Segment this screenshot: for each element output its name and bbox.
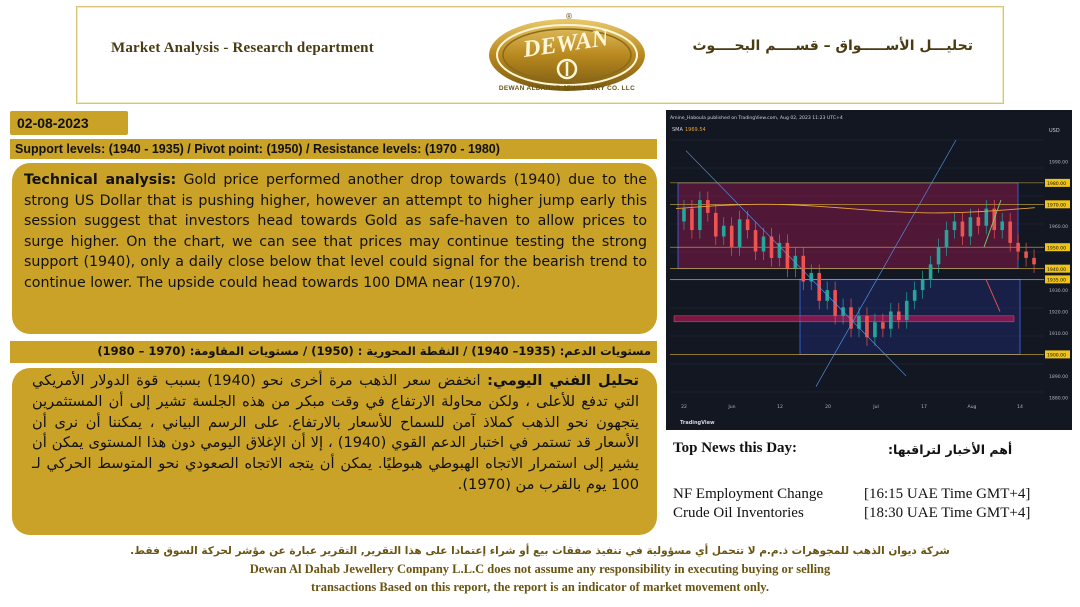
candle-body (698, 200, 702, 230)
candle-body (802, 256, 806, 282)
candle-body (1032, 258, 1036, 264)
candle-body (953, 221, 957, 230)
tech-body-ar: انخفض سعر الذهب مرة أخرى نحو (1940) بسبب قوة الدولار الأمريكي التي تدفع للأعلى ، ولكن محاولة الارتفاع في وقت مبكر من هذه الجلسة تشير إلى أن المستثمرين يتجهون نحو الذهب كملاذ آمن للسماح للأسعار بالارتفاع. على الرسم البياني ، يمكننا أن نرى أن الأسعار قد تستمر في اختبار الدعم القوي (1940) ، إلا أن الإغلاق اليومي دون هذا المستوى يمكن أن يشير إلى استمرار الاتجاه الهبوطي هبوطيًا. يمكن أن يتجه الاتجاه الصعودي نحو المتوسط الحركي لـ 100 يوم بالقرب من (1970). (32, 372, 639, 493)
x-tick-label: 14 (1017, 405, 1023, 410)
y-tick-label: 1990.00 (1049, 160, 1068, 166)
candle-body (690, 209, 694, 230)
x-tick-label: Aug (967, 405, 977, 410)
candle-body (1016, 243, 1020, 252)
candle-body (881, 322, 885, 328)
report-date: 02-08-2023 (10, 111, 128, 135)
tech-label-ar: تحليل الفني اليومي: (487, 372, 639, 389)
candle-body (937, 247, 941, 264)
news-item-time: [16:15 UAE Time GMT+4] (864, 486, 1031, 502)
candle-body (889, 312, 893, 329)
candle-body (730, 226, 734, 247)
target-zone (674, 316, 1014, 322)
x-tick-label: 20 (825, 405, 831, 410)
y-tick-label: 1960.00 (1049, 224, 1068, 230)
x-tick-label: Jul (873, 405, 879, 410)
price-tag: 1980.00 (1047, 182, 1066, 188)
tech-body-en: Gold price performed another drop towards (1940) due to the strong US Dollar that is pushing higher, however an attempt to higher jump early this session suggest that investors head towards Gold as safe-haven to allow prices to surge higher. On the chart, we can see that prices may continue testing the strong support (1940), only a daily close below that level could signal for the bearish trend to continue lower. The upside could head towards 100 DMA near (1970). (24, 172, 647, 291)
candle-body (969, 217, 973, 236)
y-tick-label: 1880.00 (1049, 396, 1068, 402)
x-tick-label: 12 (777, 405, 783, 410)
registered-mark: ® (565, 12, 573, 21)
technical-analysis-en (12, 163, 657, 334)
candle-body (873, 322, 877, 337)
candle-body (714, 213, 718, 237)
y-tick-label: 1910.00 (1049, 331, 1068, 337)
x-tick-label: Jun (728, 405, 736, 410)
candle-body (1000, 221, 1004, 230)
candle-body (961, 221, 965, 236)
x-tick-label: 17 (921, 405, 927, 410)
y-tick-label: 1930.00 (1049, 289, 1068, 295)
candle-body (738, 219, 742, 247)
candle-body (682, 209, 686, 222)
news-item-name: Crude Oil Inventories (673, 505, 804, 521)
candle-body (977, 217, 981, 226)
candle-body (905, 301, 909, 320)
news-item-time: [18:30 UAE Time GMT+4] (864, 505, 1031, 521)
price-tag: 1900.00 (1047, 353, 1066, 359)
resistance-zone (678, 183, 1018, 269)
x-tick-label: 22 (681, 405, 687, 410)
y-tick-label: 1890.00 (1049, 374, 1068, 380)
sma-label: SMA (672, 127, 683, 133)
candle-body (722, 226, 726, 237)
price-tag: 1950.00 (1047, 246, 1066, 252)
candle-body (913, 290, 917, 301)
y-tick-label: 1920.00 (1049, 310, 1068, 316)
news-title-ar: أهم الأخبار لتراقبها: (888, 442, 1013, 457)
header-left-title: Market Analysis - Research department (111, 40, 374, 56)
candle-body (746, 219, 750, 230)
header-banner (76, 6, 1004, 104)
gold-price-chart (666, 110, 1072, 430)
price-tag: 1970.00 (1047, 203, 1066, 209)
technical-analysis-ar (12, 368, 657, 535)
tech-label-en: Technical analysis: (24, 172, 177, 188)
price-tag: 1935.00 (1047, 278, 1066, 284)
news-title-en: Top News this Day: (673, 440, 798, 456)
price-tag: 1940.00 (1047, 267, 1066, 273)
chart-publisher: Amine_Haboula published on TradingView.com, Aug 02, 2023 11:23 UTC+4 (670, 116, 843, 121)
candle-body (929, 264, 933, 279)
sma-value: 1969.54 (685, 127, 706, 133)
disclaimer-en-line2: transactions Based on this report, the report is an indicator of market movement only. (311, 580, 769, 594)
levels-en: Support levels: (1940 - 1935) / Pivot point: (1950) / Resistance levels: (1970 - 1980) (10, 139, 657, 159)
candle-body (1008, 221, 1012, 242)
currency-label: USD (1049, 128, 1060, 134)
news-item-name: NF Employment Change (673, 486, 823, 502)
levels-ar: مستويات الدعم: (1935– 1940) / النقطة المحورية : (1950) / مستويات المقاومة: (1970 – 1980) (10, 341, 657, 363)
candle-body (921, 279, 925, 290)
candle-body (897, 312, 901, 321)
candle-body (762, 236, 766, 251)
candle-body (865, 316, 869, 337)
logo-caption: DEWAN ALDAHAB JEWELLERY CO. LLC (498, 85, 636, 92)
tradingview-watermark: TradingView (680, 420, 715, 426)
disclaimer-en-line1: Dewan Al Dahab Jewellery Company L.L.C does not assume any responsibility in executing buying or selling (249, 562, 831, 576)
candle-body (945, 230, 949, 247)
logo-wordmark: DEWAN (521, 25, 611, 63)
candle-body (754, 230, 758, 251)
disclaimer-ar: شركة ديوان الذهب للمجوهرات ذ.م.م لا تتحمل أي مسؤولية في تنفيذ صفقات بيع أو شراء إعتمادا على هذا التقرير, التقرير عبارة عن مؤشر لحركة السوق فقط. (130, 545, 950, 557)
candle-body (1024, 251, 1028, 257)
header-right-title: تحليـــل الأســـــواق – قســــم البحــــوث (692, 38, 973, 54)
